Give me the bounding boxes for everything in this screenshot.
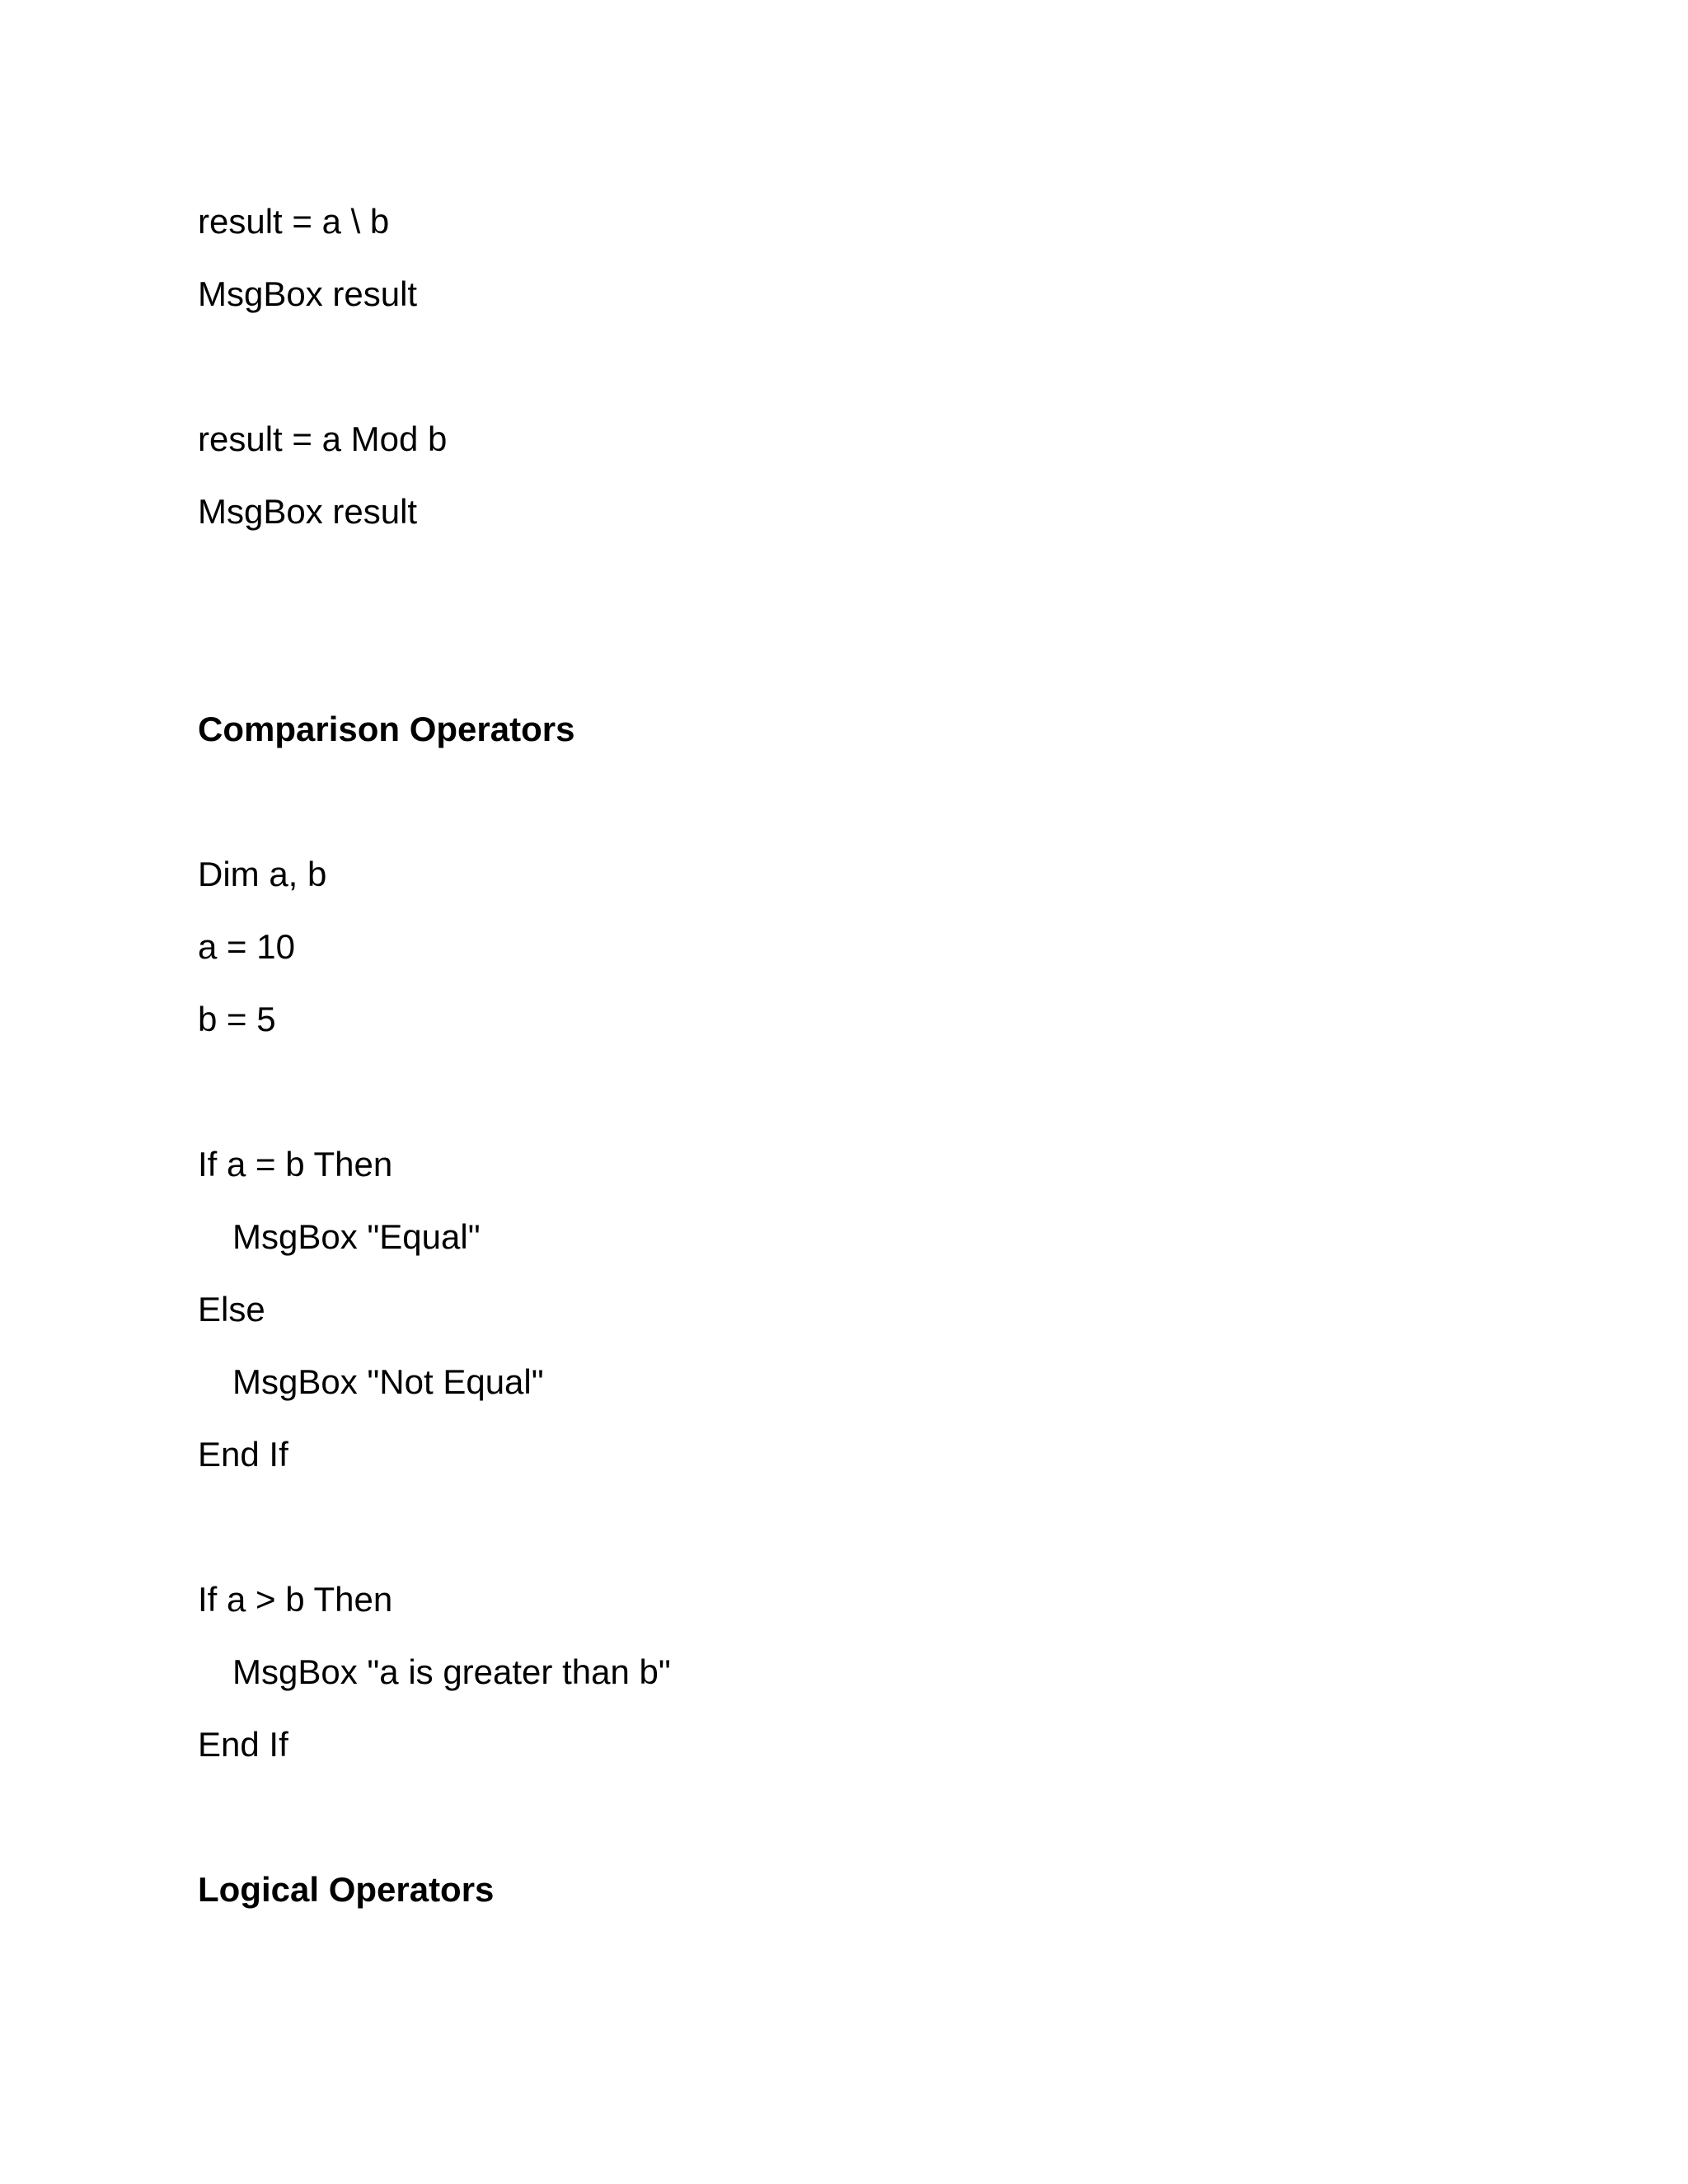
code-line: End If [198,1725,288,1764]
code-line: b = 5 [198,1000,276,1038]
code-line: Dim a, b [198,855,327,893]
section-heading: Comparison Operators [198,710,575,748]
code-line: Else [198,1290,265,1329]
code-line: MsgBox result [198,492,418,531]
code-line: MsgBox "a is greater than b" [232,1652,671,1691]
code-line: MsgBox result [198,274,418,313]
code-line: If a = b Then [198,1145,393,1183]
code-line: MsgBox "Not Equal" [232,1362,544,1401]
section-heading: Logical Operators [198,1870,495,1909]
code-line: result = a \ b [198,202,390,241]
code-line: End If [198,1435,288,1474]
code-line: result = a Mod b [198,419,448,458]
code-line: a = 10 [198,927,295,966]
code-line: If a > b Then [198,1580,393,1619]
code-line: MsgBox "Equal" [232,1217,481,1256]
